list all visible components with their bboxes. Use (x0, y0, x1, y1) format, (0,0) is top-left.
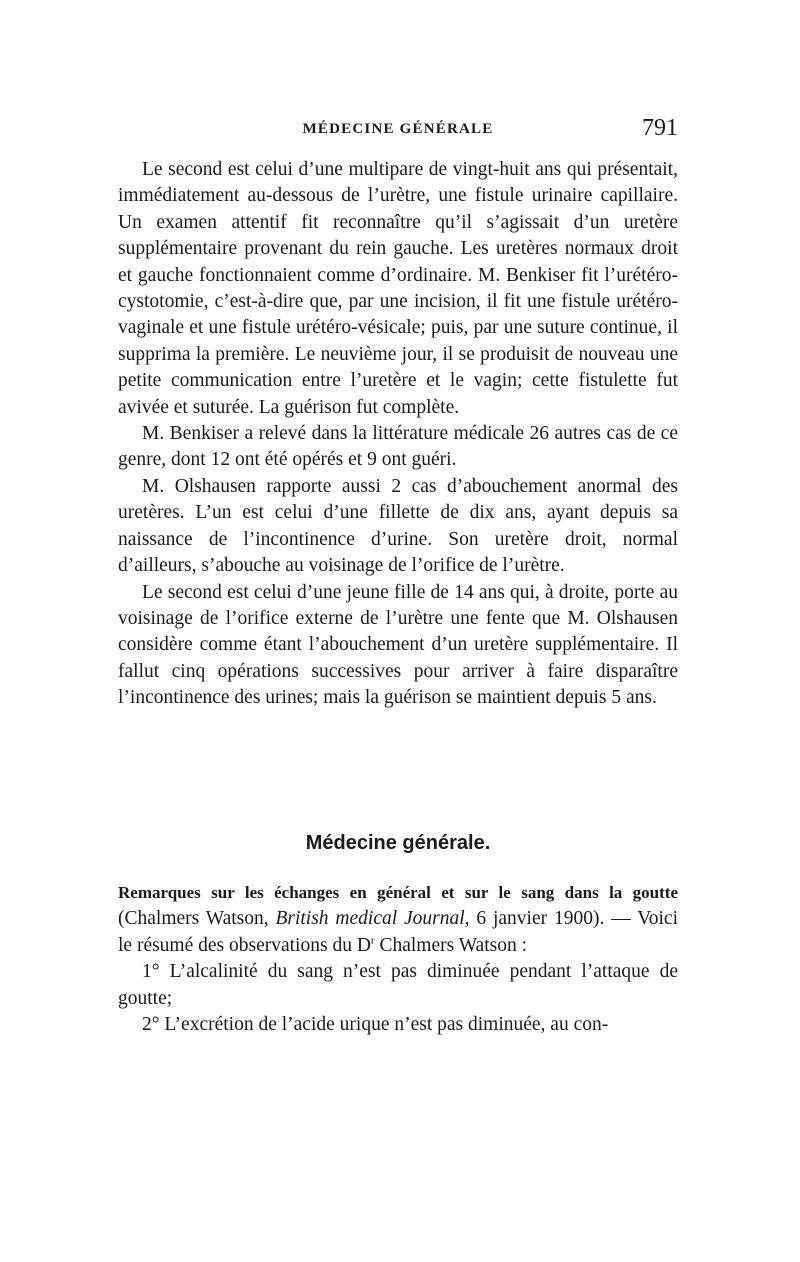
citation-open: (Chalmers Watson, (118, 908, 276, 930)
paragraph: M. Olshausen rapporte aussi 2 cas d’abouchement anormal des uretères. L’un est celui d’une fillette de dix ans, ayant depuis sa naissance de l’incontinence d’urine. Son uretère droit, normal d’ailleurs, s’abouche au voisinage de l’orifice de l’urètre. (118, 475, 678, 577)
abstract-lead (118, 880, 678, 959)
paragraph: M. Benkiser a relevé dans la littérature médicale 26 autres cas de ce genre, dont 12 ont été opérés et 9 ont guéri. (118, 423, 678, 471)
journal-name: British medical Journal (275, 908, 465, 930)
running-title: MÉDECINE GÉNÉRALE (302, 121, 494, 137)
section-heading: Médecine générale. (305, 832, 491, 854)
abstract-title: Remarques sur les échanges en général et sur le sang dans la goutte (118, 883, 678, 902)
numbered-item: 2° L’excrétion de l’acide urique n’est pas diminuée, au con- (142, 1014, 609, 1036)
page-number: 791 (642, 115, 678, 141)
paragraph: Le second est celui d’une jeune fille de 14 ans qui, à droite, porte au voisinage de l’orifice externe de l’urètre une fente que M. Olshausen considère comme étant l’abouchement d’un uretère supplémentaire. Il fallut cinq opérations successives pour arriver à faire disparaître l’incontinence des urines; mais la guérison se maintient depuis 5 ans. (118, 581, 678, 709)
citation-end: Chalmers Watson : (374, 934, 528, 956)
paragraph: Le second est celui d’une multipare de vingt-huit ans qui présentait, immédiatement au-dessous de l’urètre, une fistule urinaire capillaire. Un examen attentif fit reconnaître qu’il s’agissait d’un uretère supplémentaire provenant du rein gauche. Les uretères normaux droit et gauche fonctionnaient comme d’ordinaire. M. Benkiser fit l’urétéro-cystotomie, c’est-à-dire que, par une incision, il fit une fistule urétéro-vaginale et une fistule urétéro-vésicale; puis, par une suture continue, il supprima la première. Le neuvième jour, il se produisit de nouveau une petite communication entre l’uretère et le vagin; cette fistulette fut avivée et suturée. La guérison fut complète. (118, 159, 678, 418)
numbered-item: 1° L’alcalinité du sang n’est pas diminuée pendant l’attaque de goutte; (118, 961, 678, 1009)
running-head (118, 117, 678, 151)
abstract (118, 880, 678, 1038)
body-text (118, 157, 678, 712)
citation-close: , 6 janvier 1900). — Voici le résumé des observations du D (118, 908, 678, 956)
dr-superscript: r (370, 934, 375, 947)
